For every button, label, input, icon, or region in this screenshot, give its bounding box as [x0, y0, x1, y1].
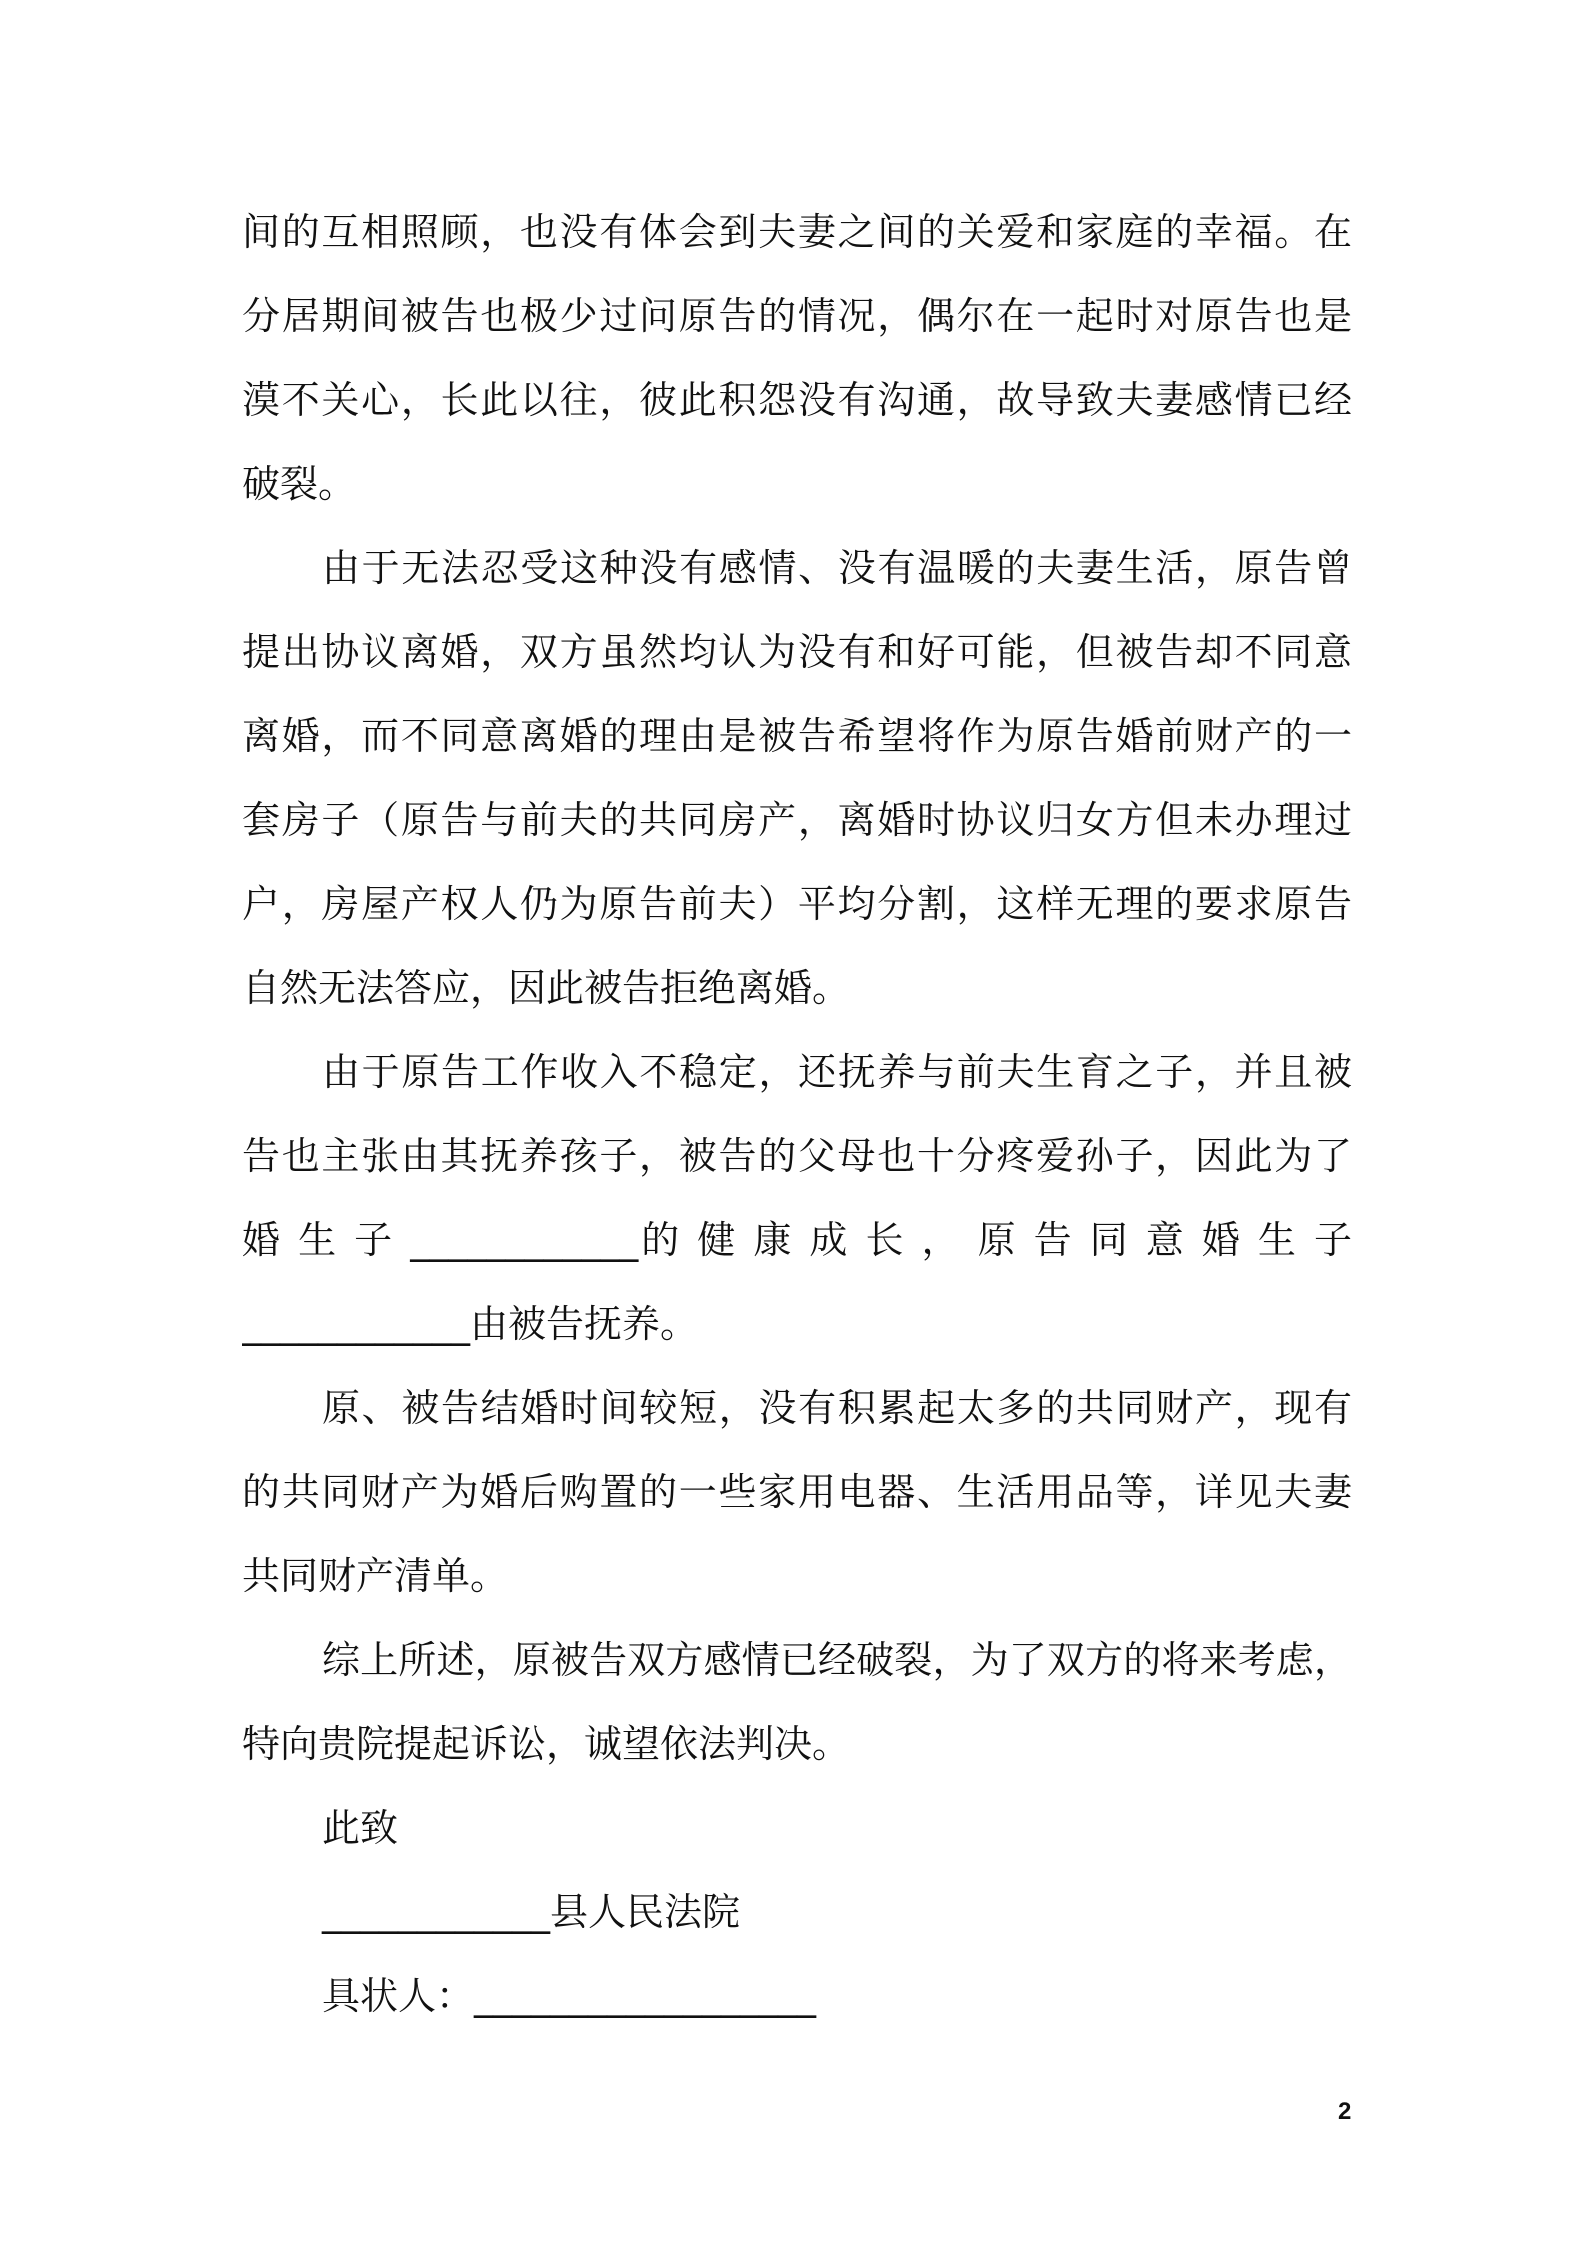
text-line: 的共同财产为婚后购置的一些家用电器、生活用品等，详见夫妻 — [242, 1470, 1352, 1514]
text-line: 破裂。 — [242, 462, 357, 506]
text-line: 告也主张由其抚养孩子，被告的父母也十分疼爱孙子，因此为了 — [242, 1134, 1352, 1178]
text-line: 套房子（原告与前夫的共同房产，离婚时协议归女方但未办理过 — [242, 798, 1352, 842]
text-line: 共同财产清单。 — [242, 1554, 509, 1598]
text-line: ____________由被告抚养。 — [242, 1302, 699, 1346]
paragraph-start-line: 由于原告工作收入不稳定，还抚养与前夫生育之子，并且被 — [322, 1050, 1352, 1094]
text-line: 间的互相照顾，也没有体会到夫妻之间的关爱和家庭的幸福。在 — [242, 210, 1352, 254]
text-line: 漠不关心，长此以往，彼此积怨没有沟通，故导致夫妻感情已经 — [242, 378, 1352, 422]
text-line: 户，房屋产权人仍为原告前夫）平均分割，这样无理的要求原告 — [242, 882, 1352, 926]
text-line: 特向贵院提起诉讼，诚望依法判决。 — [242, 1722, 851, 1766]
page-number: 2 — [1338, 2098, 1352, 2125]
court-name-line: ____________县人民法院 — [322, 1890, 741, 1934]
paragraph-start-line: 由于无法忍受这种没有感情、没有温暖的夫妻生活，原告曾 — [322, 546, 1352, 590]
signature-line: 具状人：__________________ — [322, 1974, 817, 2018]
paragraph-start-line: 原、被告结婚时间较短，没有积累起太多的共同财产，现有 — [322, 1386, 1352, 1430]
text-line: 分居期间被告也极少过问原告的情况，偶尔在一起时对原告也是 — [242, 294, 1352, 338]
text-line: 自然无法答应，因此被告拒绝离婚。 — [242, 966, 851, 1010]
text-line: 离婚，而不同意离婚的理由是被告希望将作为原告婚前财产的一 — [242, 714, 1352, 758]
salutation-line: 此致 — [322, 1806, 399, 1850]
paragraph-start-line: 综上所述，原被告双方感情已经破裂，为了双方的将来考虑， — [322, 1638, 1352, 1682]
text-line: 婚 生 子 ____________的 健 康 成 长 ， 原 告 同 意 婚 生 子 — [242, 1218, 1352, 1262]
text-line: 提出协议离婚，双方虽然均认为没有和好可能，但被告却不同意 — [242, 630, 1352, 674]
complaint-body — [242, 190, 1352, 2038]
